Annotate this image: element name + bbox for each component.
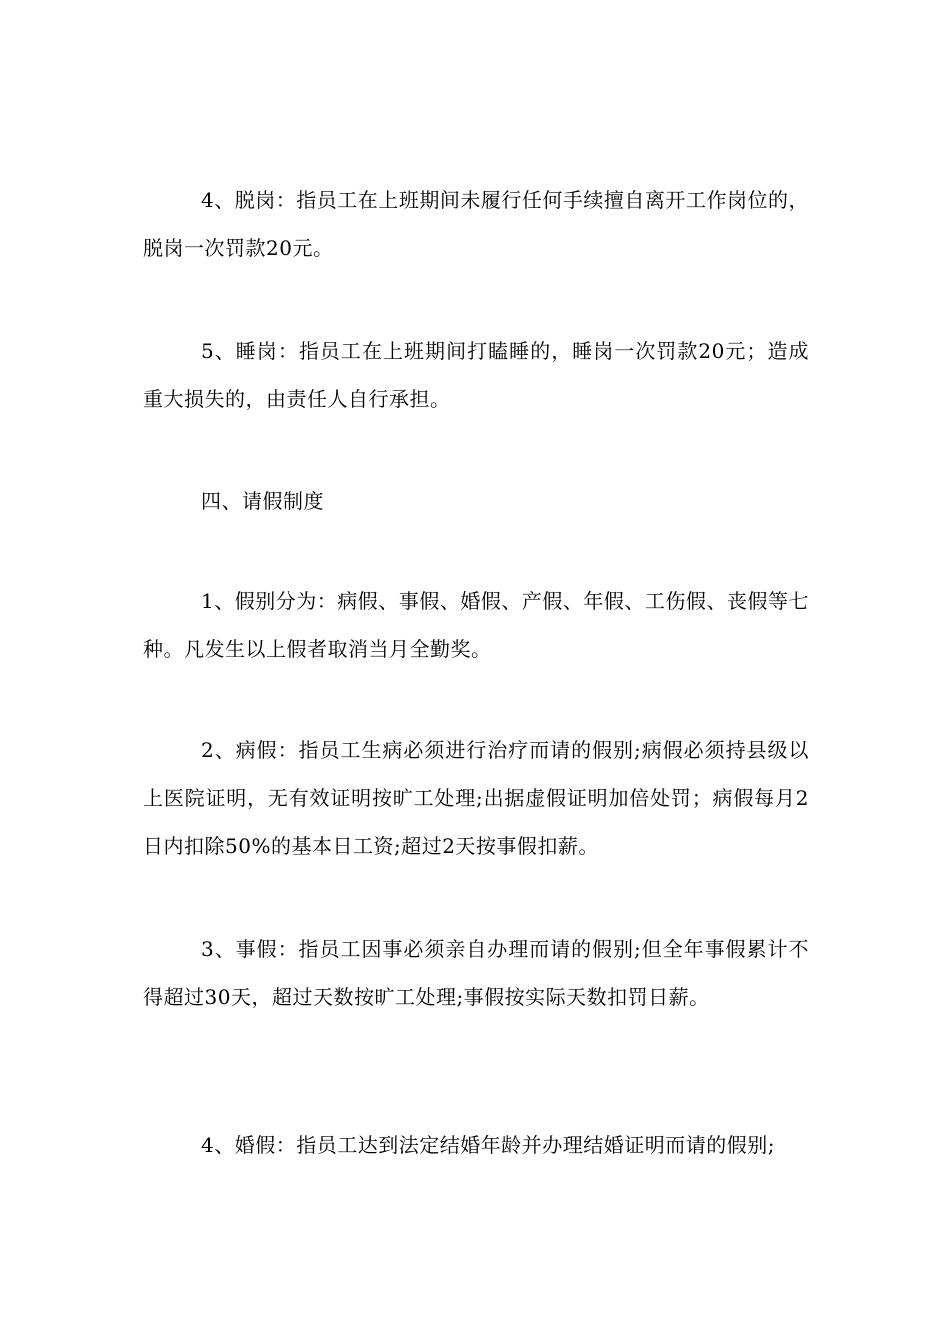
paragraph-sleeping-on-duty: 5、睡岗：指员工在上班期间打瞌睡的，睡岗一次罚款20元；造成重大损失的，由责任人自行承担。: [143, 339, 809, 411]
paragraph-personal-leave: 3、事假：指员工因事必须亲自办理而请的假别;但全年事假累计不得超过30天，超过天数按旷工处理;事假按实际天数扣罚日薪。: [143, 937, 809, 1009]
paragraph-sick-leave: 2、病假：指员工生病必须进行治疗而请的假别;病假必须持县级以上医院证明，无有效证明按旷工处理;出据虚假证明加倍处罚；病假每月2日内扣除50%的基本日工资;超过2天按事假扣薪。: [143, 738, 809, 858]
section-heading-leave-policy: 四、请假制度: [201, 489, 324, 513]
paragraph-marriage-leave: 4、婚假：指员工达到法定结婚年龄并办理结婚证明而请的假别;: [201, 1133, 775, 1157]
paragraph-leave-types: 1、假别分为：病假、事假、婚假、产假、年假、工伤假、丧假等七种。凡发生以上假者取消当月全勤奖。: [143, 589, 809, 661]
paragraph-absence-from-post: 4、脱岗：指员工在上班期间未履行任何手续擅自离开工作岗位的，脱岗一次罚款20元。: [143, 188, 809, 260]
